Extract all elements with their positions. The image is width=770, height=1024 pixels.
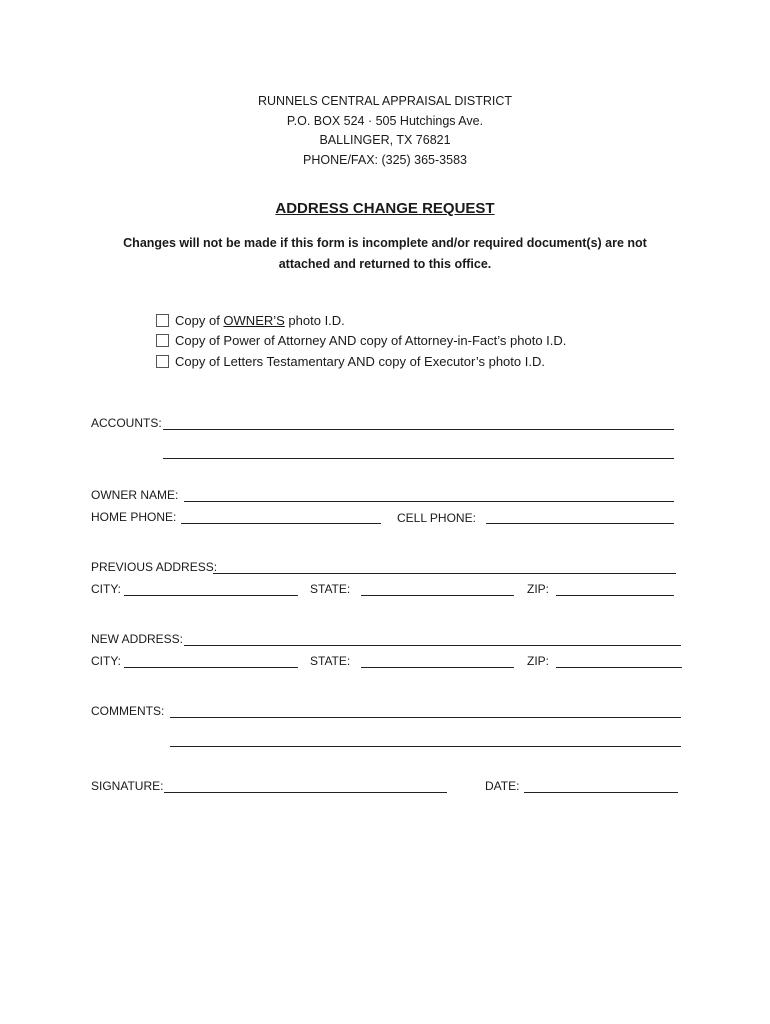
previous-address-field[interactable] [213,573,676,574]
new-address-label: NEW ADDRESS: [91,632,184,646]
owner-id-checkbox[interactable] [156,314,169,327]
comments-field-line2[interactable] [170,746,681,747]
previous-state-label: STATE: [310,582,351,596]
cell-phone-label: CELL PHONE: [397,511,476,525]
comments-label: COMMENTS: [91,704,165,718]
owner-id-label [175,313,345,328]
new-city-label: CITY: [91,654,122,668]
accounts-label: ACCOUNTS: [91,416,162,430]
letters-testamentary-checkbox[interactable] [156,355,169,368]
previous-city-field[interactable] [124,595,298,596]
new-city-field[interactable] [124,667,298,668]
new-zip-field[interactable] [556,667,682,668]
letters-testamentary-label: Copy of Letters Testamentary AND copy of Executor’s photo I.D. [175,354,545,369]
owner-name-label: OWNER NAME: [91,488,179,502]
date-label: DATE: [485,779,520,793]
new-state-label: STATE: [310,654,351,668]
org-name: RUNNELS CENTRAL APPRAISAL DISTRICT [258,94,512,108]
cell-phone-field[interactable] [486,523,674,524]
signature-field[interactable] [164,792,447,793]
doc-option-power-of-attorney [156,333,566,348]
form-title: ADDRESS CHANGE REQUEST [275,200,495,217]
home-phone-field[interactable] [181,523,381,524]
signature-label: SIGNATURE: [91,779,164,793]
form-warning: Changes will not be made if this form is incomplete and/or required document(s) are not attached and returned to this office. [123,236,647,271]
previous-address-label: PREVIOUS ADDRESS: [91,560,218,574]
new-zip-label: ZIP: [527,654,550,668]
power-of-attorney-checkbox[interactable] [156,334,169,347]
date-field[interactable] [524,792,678,793]
owner-id-label-suffix: photo I.D. [284,313,345,328]
doc-option-letters-testamentary [156,354,545,369]
previous-state-field[interactable] [361,595,514,596]
accounts-field-line1[interactable] [163,429,674,430]
owner-id-label-prefix: Copy of [175,313,224,328]
org-address-line1: P.O. BOX 524 · 505 Hutchings Ave. [286,114,484,128]
comments-field-line1[interactable] [170,717,681,718]
doc-option-owner-id [156,313,345,328]
home-phone-label: HOME PHONE: [91,510,177,524]
previous-zip-label: ZIP: [527,582,550,596]
new-state-field[interactable] [361,667,514,668]
owner-id-label-emph: OWNER’S [223,313,285,328]
org-address-line2: BALLINGER, TX 76821 [319,133,451,147]
previous-zip-field[interactable] [556,595,674,596]
owner-name-field[interactable] [184,501,674,502]
org-phone: PHONE/FAX: (325) 365-3583 [303,153,467,167]
accounts-field-line2[interactable] [163,458,674,459]
previous-city-label: CITY: [91,582,122,596]
new-address-field[interactable] [184,645,681,646]
power-of-attorney-label: Copy of Power of Attorney AND copy of Attorney-in-Fact’s photo I.D. [175,333,567,348]
